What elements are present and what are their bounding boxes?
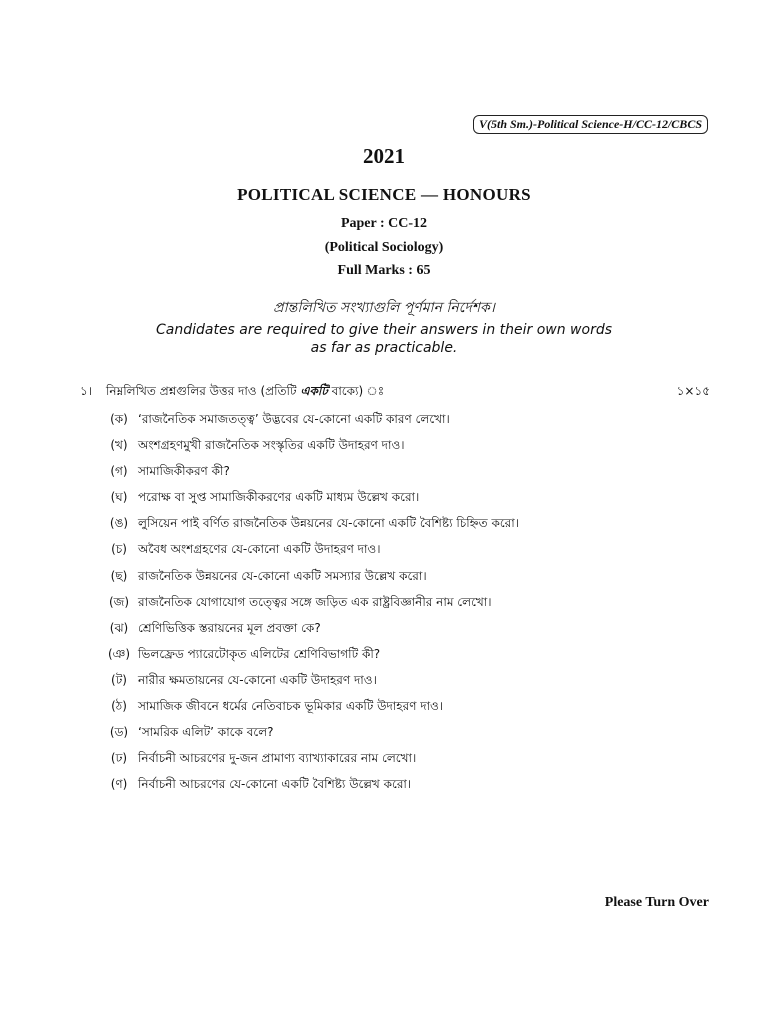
item-text: পরোক্ষ বা সুপ্ত সামাজিকীকরণের একটি মাধ্যম উল্লেখ করো। xyxy=(138,490,420,505)
item-label: (ড) xyxy=(109,725,129,740)
question-item xyxy=(100,593,519,619)
question-item xyxy=(100,619,519,645)
instruction-english xyxy=(0,321,768,357)
item-label: (চ) xyxy=(111,542,127,557)
item-text: অবৈধ অংশগ্রহণের যে-কোনো একটি উদাহরণ দাও। xyxy=(138,542,381,557)
question-item xyxy=(100,697,519,723)
item-label: (ণ) xyxy=(110,777,128,792)
item-label: (খ) xyxy=(110,438,128,453)
question-text-after: বাক্যে) ঃ xyxy=(327,384,385,398)
item-text: নির্বাচনী আচরণের দু-জন প্রামাণ্য ব্যাখ্যাকারের নাম লেখো। xyxy=(138,751,417,766)
question-marks: ১×১৫ xyxy=(676,384,710,398)
please-turn-over: Please Turn Over xyxy=(604,895,709,910)
item-label: (ঝ) xyxy=(109,620,129,635)
question-number: ১। xyxy=(80,384,93,398)
instruction-bengali: প্রান্তলিখিত সংখ্যাগুলি পূর্ণমান নির্দেশক। xyxy=(273,300,495,316)
question-item xyxy=(100,436,519,462)
item-text: ‘রাজনৈতিক সমাজতত্ত্ব’ উদ্ভবের যে-কোনো একটি কারণ লেখো। xyxy=(138,412,450,426)
question-item xyxy=(100,671,519,697)
item-label: (জ) xyxy=(108,594,130,609)
item-label: (ঞ) xyxy=(107,646,131,661)
question-item xyxy=(100,567,519,593)
question-item xyxy=(100,723,519,749)
paper-number: Paper : CC-12 xyxy=(340,216,428,231)
item-label: (ঢ) xyxy=(110,751,128,766)
item-label: (ঘ) xyxy=(110,490,128,505)
question-items-list xyxy=(100,410,519,801)
item-label: (ক) xyxy=(110,412,128,426)
question-item xyxy=(100,488,519,514)
item-text: শ্রেণিভিত্তিক স্তরায়নের মূল প্রবক্তা কে? xyxy=(138,620,321,635)
item-text: ‘সামরিক এলিট’ কাকে বলে? xyxy=(138,725,274,740)
item-text: রাজনৈতিক যোগাযোগ তত্ত্বের সঙ্গে জড়িত এক রাষ্ট্রবিজ্ঞানীর নাম লেখো। xyxy=(138,594,492,609)
item-label: (ছ) xyxy=(110,568,128,583)
question-item xyxy=(100,514,519,540)
item-text: নারীর ক্ষমতায়নের যে-কোনো একটি উদাহরণ দাও। xyxy=(138,672,377,687)
subject-title: POLITICAL SCIENCE — HONOURS xyxy=(237,185,531,204)
exam-year: 2021 xyxy=(363,144,405,168)
question-text-before: নিম্নলিখিত প্রশ্নগুলির উত্তর দাও (প্রতিটি xyxy=(106,384,301,398)
item-label: (ঠ) xyxy=(111,699,127,714)
item-text: রাজনৈতিক উন্নয়নের যে-কোনো একটি সমস্যার উল্লেখ করো। xyxy=(138,568,427,583)
course-title: (Political Sociology) xyxy=(324,240,444,255)
item-text: সামাজিকীকরণ কী? xyxy=(138,464,230,479)
item-text: অংশগ্রহণমুখী রাজনৈতিক সংস্কৃতির একটি উদাহরণ দাও। xyxy=(138,438,405,453)
paper-code-box: V(5th Sm.)-Political Science-H/CC-12/CBCS xyxy=(473,115,708,134)
instruction-english-line2: as far as practicable. xyxy=(310,340,458,356)
item-text: ভিলফ্রেড প্যারেটোকৃত এলিটের শ্রেণিবিভাগটি কী? xyxy=(138,646,381,661)
item-text: লুসিয়েন পাই বর্ণিত রাজনৈতিক উন্নয়নের যে-কোনো একটি বৈশিষ্ট্য চিহ্নিত করো। xyxy=(138,516,520,531)
instruction-english-line1: Candidates are required to give their answers in their own words xyxy=(155,322,613,338)
item-label: (ঙ) xyxy=(109,516,129,531)
question-item xyxy=(100,775,519,801)
item-text: সামাজিক জীবনে ধর্মের নেতিবাচক ভূমিকার একটি উদাহরণ দাও। xyxy=(138,699,444,714)
item-text: নির্বাচনী আচরণের যে-কোনো একটি বৈশিষ্ট্য উল্লেখ করো। xyxy=(138,777,412,792)
item-label: (গ) xyxy=(110,464,128,479)
question-item xyxy=(100,462,519,488)
item-label: (ট) xyxy=(111,672,127,687)
full-marks: Full Marks : 65 xyxy=(337,263,431,278)
question-text-emphasis: একটি xyxy=(300,384,328,398)
question-item xyxy=(100,645,519,671)
question-item xyxy=(100,410,519,436)
question-item xyxy=(100,540,519,566)
question-item xyxy=(100,749,519,775)
question-1-heading xyxy=(80,383,710,403)
